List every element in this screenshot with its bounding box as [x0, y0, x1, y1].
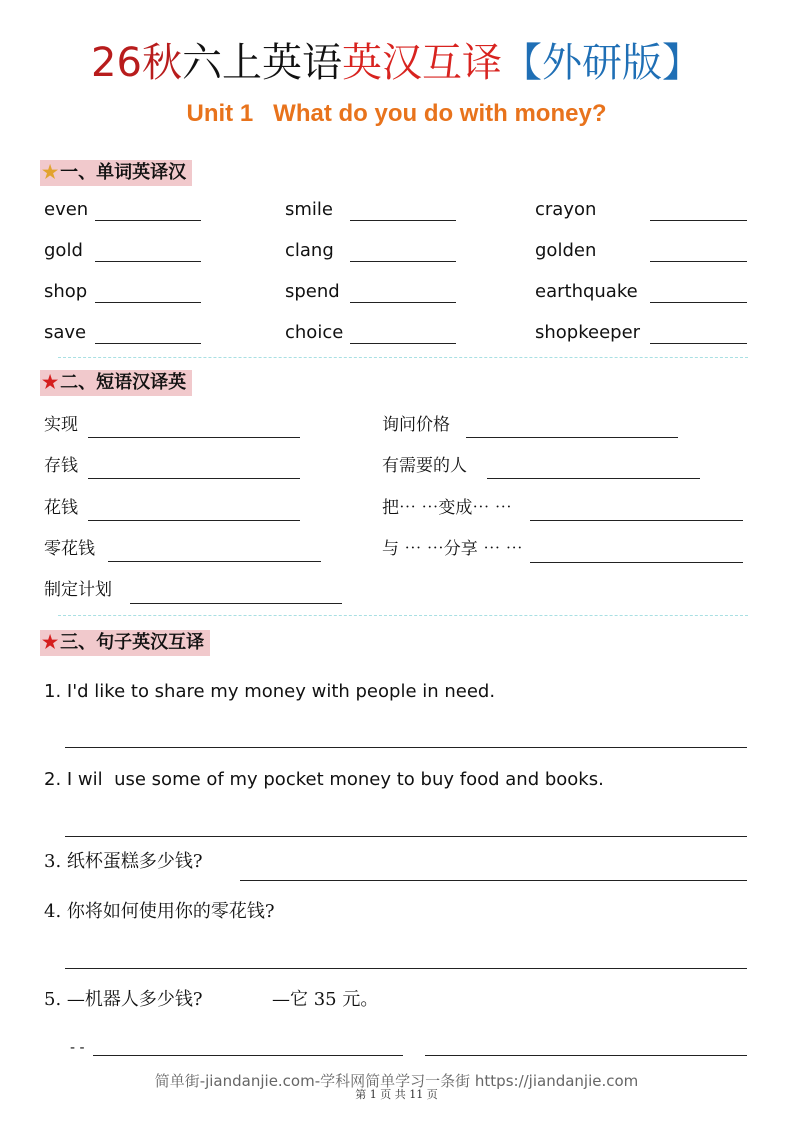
answer-blank[interactable]	[350, 302, 456, 303]
answer-blank[interactable]	[88, 437, 300, 438]
phrase-item: 制定计划	[44, 580, 112, 600]
answer-blank[interactable]	[350, 220, 456, 221]
answer-blank[interactable]	[95, 261, 201, 262]
answer-line[interactable]	[65, 968, 747, 969]
word-item: choice	[285, 322, 344, 343]
answer-blank[interactable]	[530, 520, 743, 521]
footer-text: 简单街-jiandanjie.com-学科网简单学习一条街 https://jiandanjie.com	[154, 1072, 639, 1090]
answer-blank[interactable]	[88, 520, 300, 521]
phrase-item: 有需要的人	[382, 456, 467, 476]
sentence-item: 1. I'd like to share my money with people in need.	[44, 681, 496, 702]
answer-blank[interactable]	[650, 302, 747, 303]
word-item: smile	[285, 199, 333, 220]
phrase-item: 花钱	[44, 498, 78, 518]
answer-line[interactable]	[93, 1055, 403, 1056]
word-item: shopkeeper	[535, 322, 641, 343]
phrase-item: 与 ⋯ ⋯分享 ⋯ ⋯	[382, 539, 523, 559]
word-item: shop	[44, 281, 88, 302]
phrase-item: 实现	[44, 415, 78, 435]
phrase-item: 零花钱	[44, 539, 95, 559]
sentence-answer-cue: —它 35 元。	[272, 989, 379, 1010]
answer-blank[interactable]	[350, 343, 456, 344]
page-number: 第 1 页 共 11 页	[355, 1088, 438, 1101]
answer-blank[interactable]	[530, 562, 743, 563]
title-part-1: 26秋	[91, 40, 182, 86]
answer-line[interactable]	[425, 1055, 747, 1056]
star-icon: ★	[42, 632, 59, 653]
phrase-item: 存钱	[44, 456, 78, 476]
section-divider	[58, 357, 748, 358]
answer-blank[interactable]	[466, 437, 678, 438]
answer-line[interactable]	[65, 836, 747, 837]
dash-marker: - -	[70, 1040, 85, 1056]
answer-blank[interactable]	[88, 478, 300, 479]
answer-blank[interactable]	[95, 343, 201, 344]
section2-heading	[40, 370, 192, 396]
answer-blank[interactable]	[650, 343, 747, 344]
section2-heading-text: 二、短语汉译英	[60, 372, 187, 393]
word-item: crayon	[535, 199, 597, 220]
answer-line[interactable]	[240, 880, 747, 881]
answer-blank[interactable]	[487, 478, 700, 479]
answer-blank[interactable]	[95, 302, 201, 303]
star-icon: ★	[42, 162, 59, 183]
word-item: spend	[285, 281, 340, 302]
sentence-item: 4. 你将如何使用你的零花钱?	[44, 901, 275, 922]
title-part-4: 【外研版】	[501, 40, 702, 86]
section3-heading	[40, 630, 210, 656]
phrase-item: 询问价格	[382, 415, 450, 435]
answer-line[interactable]	[65, 747, 747, 748]
title-part-3: 英汉互译	[341, 40, 502, 86]
star-icon: ★	[42, 372, 59, 393]
answer-blank[interactable]	[95, 220, 201, 221]
section1-heading-text: 一、单词英译汉	[60, 162, 187, 183]
title-part-2: 六上英语	[181, 40, 342, 86]
word-item: earthquake	[535, 281, 638, 302]
word-item: golden	[535, 240, 597, 261]
sentence-item: 3. 纸杯蛋糕多少钱?	[44, 851, 203, 872]
sentence-item: 5. —机器人多少钱?	[44, 989, 203, 1010]
word-item: even	[44, 199, 89, 220]
answer-blank[interactable]	[130, 603, 342, 604]
document-title	[0, 30, 793, 96]
unit-subtitle: Unit 1 What do you do with money?	[186, 100, 607, 127]
answer-blank[interactable]	[650, 220, 747, 221]
section3-heading-text: 三、句子英汉互译	[60, 632, 205, 653]
sentence-item: 2. I wil use some of my pocket money to buy food and books.	[44, 769, 604, 790]
word-item: save	[44, 322, 87, 343]
word-item: gold	[44, 240, 83, 261]
section1-heading	[40, 160, 192, 186]
word-item: clang	[285, 240, 334, 261]
answer-blank[interactable]	[650, 261, 747, 262]
phrase-item: 把⋯ ⋯变成⋯ ⋯	[382, 498, 512, 518]
answer-blank[interactable]	[108, 561, 321, 562]
section-divider	[58, 615, 748, 616]
answer-blank[interactable]	[350, 261, 456, 262]
